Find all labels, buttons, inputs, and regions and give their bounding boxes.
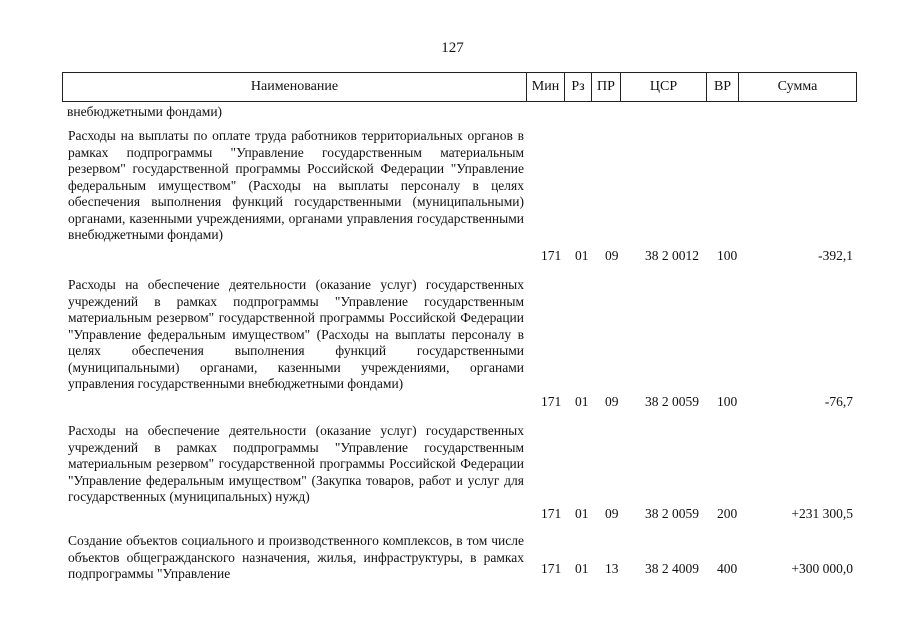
row-sum: +231 300,5 (791, 506, 853, 521)
row-pr: 09 (605, 394, 619, 409)
row-name: Создание объектов социального и производственного комплексов, в том числе объектов общегражданского назначения, жилья, инфраструктуры, в рамках подпрограммы "Управление (68, 533, 524, 581)
row-sum: -392,1 (818, 248, 853, 263)
row-vr: 100 (717, 248, 738, 263)
row-vr: 100 (717, 394, 738, 409)
row-min: 171 (541, 506, 562, 521)
header-sum: Сумма (739, 73, 857, 102)
header-name: Наименование (63, 73, 527, 102)
row-pr: 13 (605, 561, 619, 576)
row-rz: 01 (575, 506, 589, 521)
header-pr: ПР (592, 73, 621, 102)
row-vr: 200 (717, 506, 738, 521)
row-min: 171 (541, 394, 562, 409)
row-csr: 38 2 0059 (645, 394, 699, 409)
continuation-text: внебюджетными фондами) (67, 104, 223, 119)
page-number: 127 (441, 40, 464, 56)
row-csr: 38 2 4009 (645, 561, 699, 576)
header-rz: Рз (565, 73, 592, 102)
row-sum: -76,7 (824, 394, 853, 409)
row-pr: 09 (605, 506, 619, 521)
row-name: Расходы на выплаты по оплате труда работников территориальных органов в рамках подпрограммы "Управление государственным материальным резервом" государственной программы Российской Федерации "Управление федеральным имуществом" (Расходы на выплаты персоналу в целях обеспечения выполнения функций государственными (муниципальными) органами, казенными учреждениями, органами управления государственными внебюджетными фондами) (68, 128, 524, 242)
row-csr: 38 2 0012 (645, 248, 699, 263)
row-rz: 01 (575, 248, 589, 263)
row-sum: +300 000,0 (791, 561, 853, 576)
row-rz: 01 (575, 394, 589, 409)
row-name: Расходы на обеспечение деятельности (оказание услуг) государственных учреждений в рамках подпрограммы "Управление государственным материальным резервом" государственной программы Российской Федерации "Управление федеральным имуществом" (Расходы на выплаты персоналу в целях обеспечения выполнения функций государственными (муниципальными) органами, казенными учреждениями, органами управления государственными внебюджетными фондами) (68, 277, 524, 391)
header-csr: ЦСР (621, 73, 707, 102)
table-header (62, 72, 857, 102)
row-csr: 38 2 0059 (645, 506, 699, 521)
header-min: Мин (527, 73, 565, 102)
header-vr: ВР (707, 73, 739, 102)
row-pr: 09 (605, 248, 619, 263)
row-rz: 01 (575, 561, 589, 576)
row-vr: 400 (717, 561, 738, 576)
row-name: Расходы на обеспечение деятельности (оказание услуг) государственных учреждений в рамках подпрограммы "Управление государственным материальным резервом" государственной программы Российской Федерации "Управление федеральным имуществом" (Закупка товаров, работ и услуг для государственных (муниципальных) нужд) (68, 423, 524, 504)
row-min: 171 (541, 561, 562, 576)
row-min: 171 (541, 248, 562, 263)
